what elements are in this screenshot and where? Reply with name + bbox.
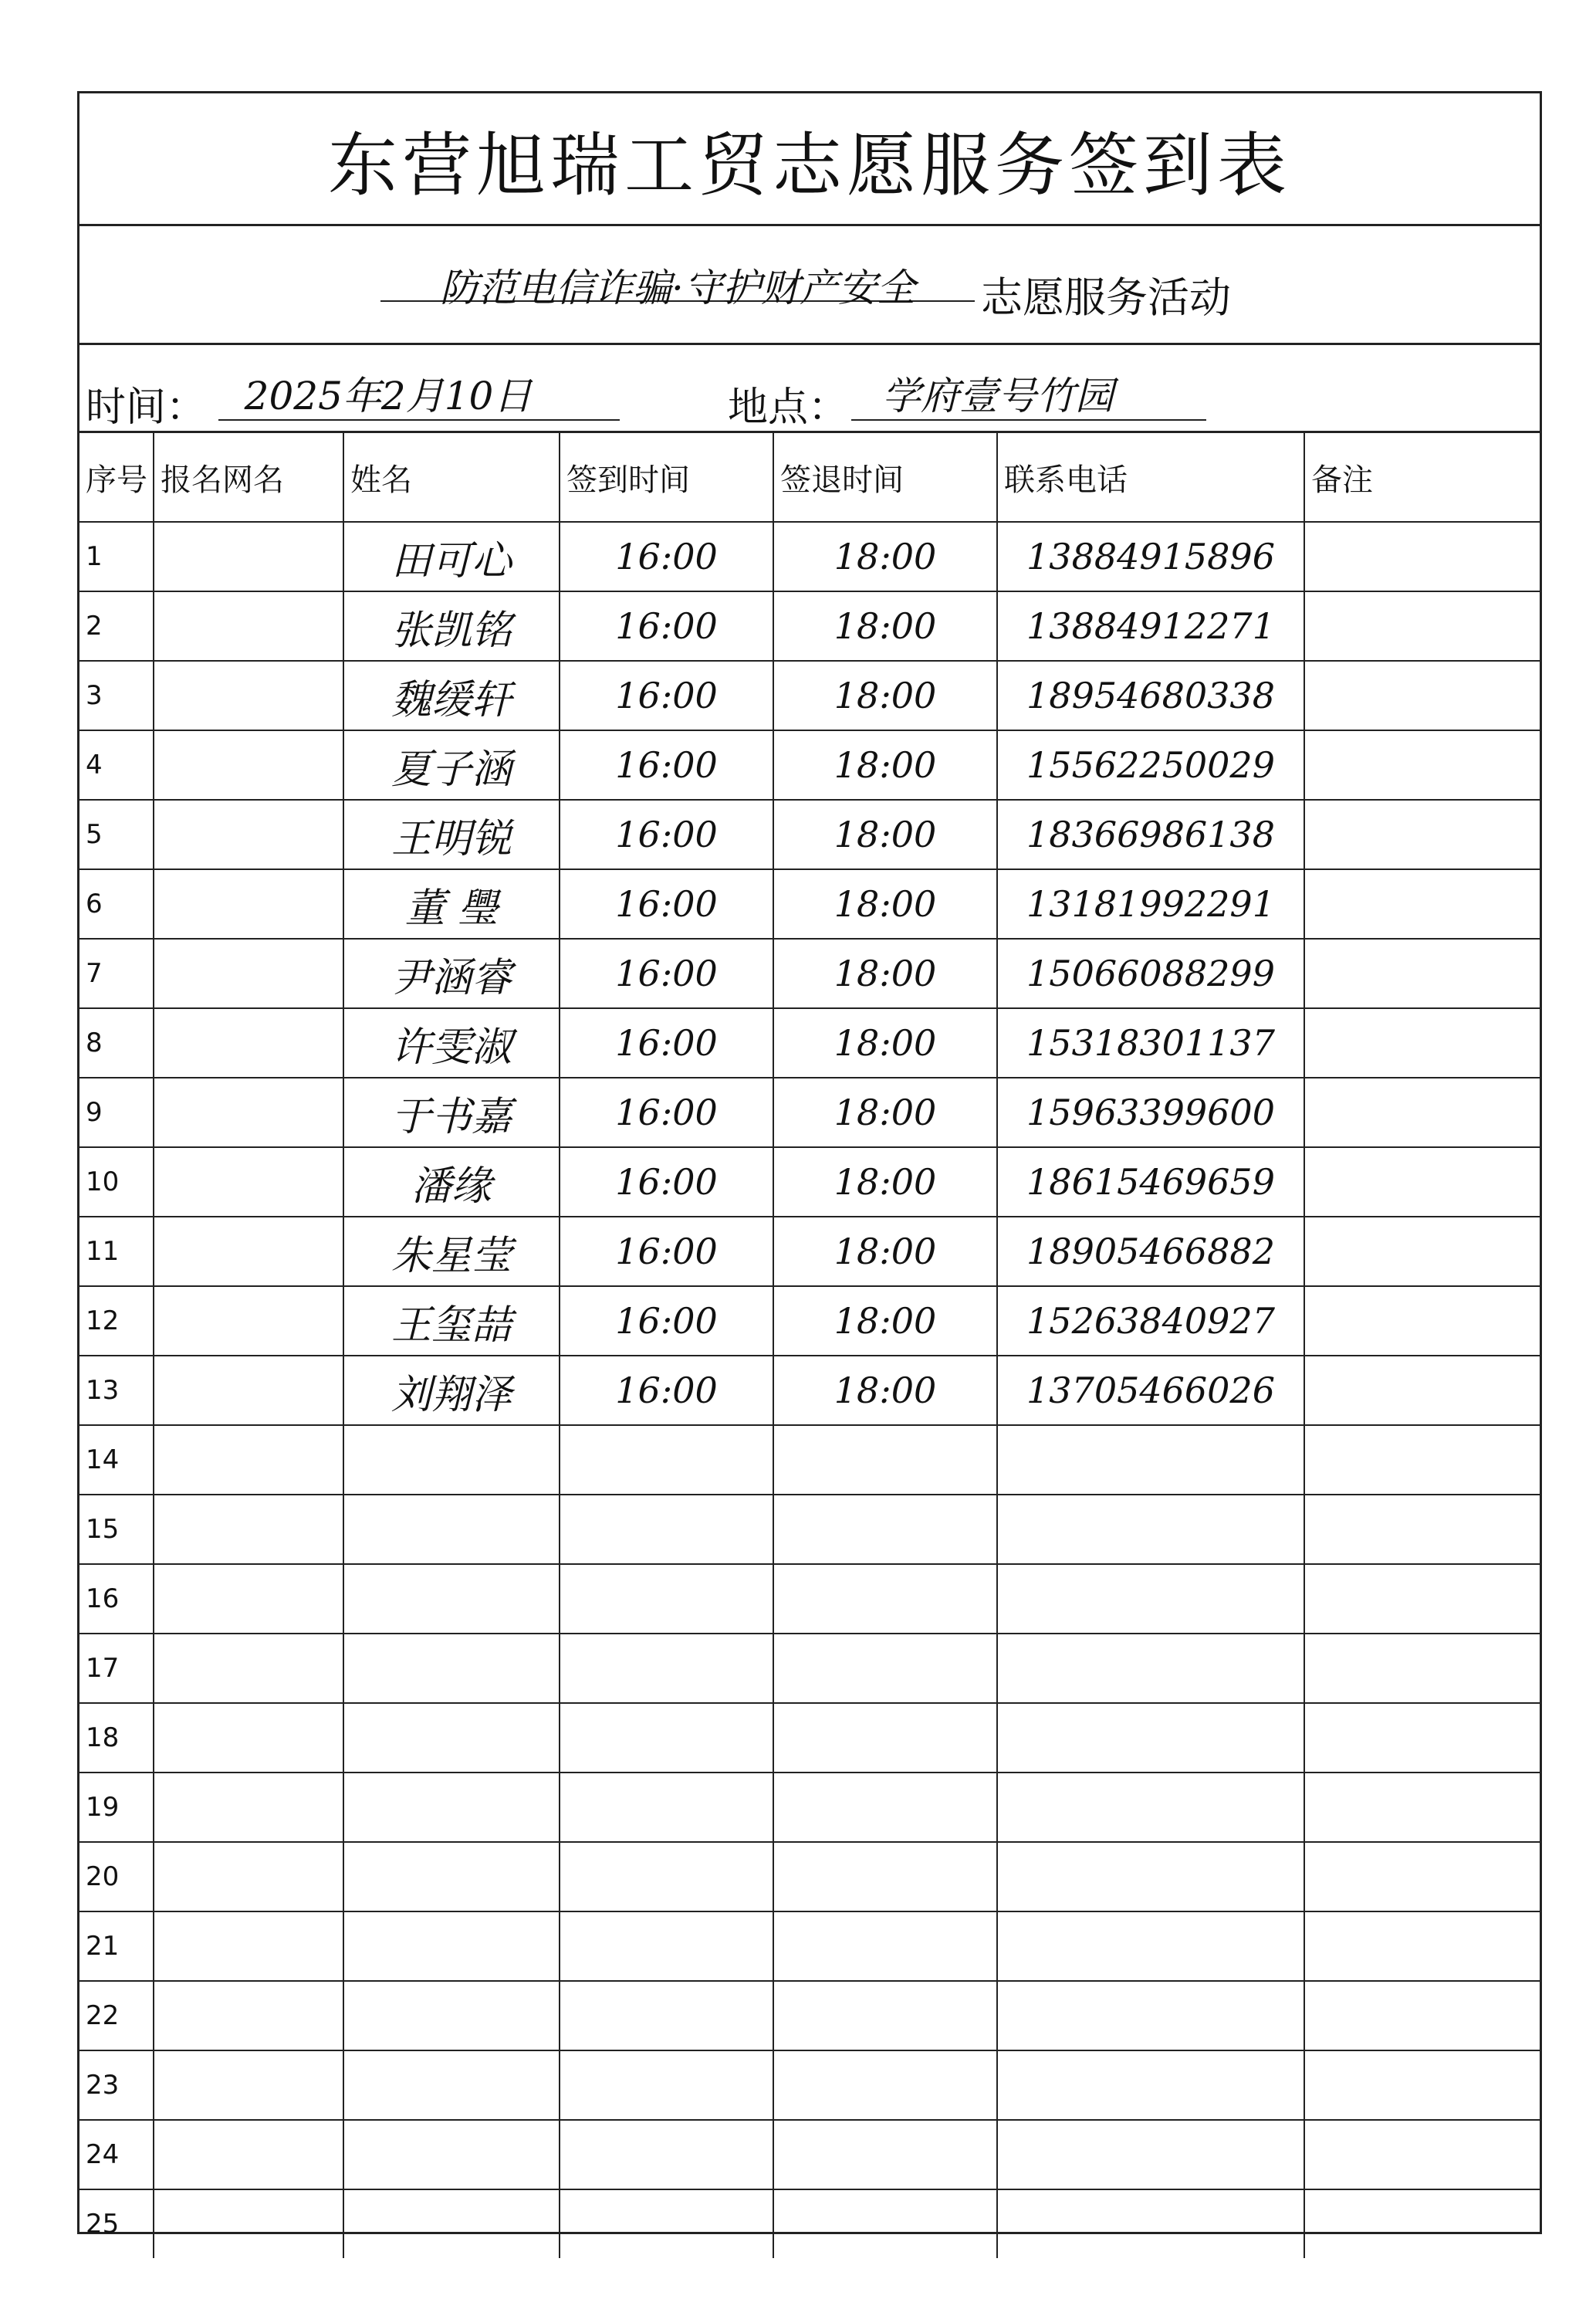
row-note bbox=[1304, 1634, 1540, 1703]
row-index: 20 bbox=[79, 1842, 154, 1911]
row-phone: 15562250029 bbox=[997, 730, 1304, 800]
row-sign-in-time: 16:00 bbox=[560, 1286, 773, 1356]
row-phone: 15263840927 bbox=[997, 1286, 1304, 1356]
header-note: 备注 bbox=[1304, 433, 1540, 522]
row-netname bbox=[154, 1217, 343, 1286]
row-note bbox=[1304, 522, 1540, 591]
table-row bbox=[79, 1634, 1540, 1703]
row-note bbox=[1304, 1425, 1540, 1495]
row-name: 王玺喆 bbox=[343, 1286, 560, 1356]
row-sign-in-time: 16:00 bbox=[560, 661, 773, 730]
row-sign-in-time bbox=[560, 1703, 773, 1773]
table-row bbox=[79, 1981, 1540, 2050]
row-index: 3 bbox=[79, 661, 154, 730]
place-value: 学府壹号竹园 bbox=[882, 374, 1114, 418]
row-netname bbox=[154, 800, 343, 869]
row-sign-out-time: 18:00 bbox=[773, 1078, 997, 1147]
row-index: 25 bbox=[79, 2189, 154, 2258]
row-name bbox=[343, 2050, 560, 2120]
row-name bbox=[343, 2189, 560, 2258]
row-sign-out-time bbox=[773, 1495, 997, 1564]
row-sign-out-time: 18:00 bbox=[773, 661, 997, 730]
row-sign-out-time: 18:00 bbox=[773, 1008, 997, 1078]
row-name bbox=[343, 1564, 560, 1634]
row-note bbox=[1304, 1911, 1540, 1981]
row-sign-in-time: 16:00 bbox=[560, 1008, 773, 1078]
row-note bbox=[1304, 1147, 1540, 1217]
row-sign-out-time bbox=[773, 1425, 997, 1495]
row-phone: 13181992291 bbox=[997, 869, 1304, 939]
row-phone: 13884912271 bbox=[997, 591, 1304, 661]
table-row bbox=[79, 2189, 1540, 2258]
row-index: 7 bbox=[79, 939, 154, 1008]
row-sign-in-time bbox=[560, 1842, 773, 1911]
row-index: 24 bbox=[79, 2120, 154, 2189]
row-name: 田可心 bbox=[343, 522, 560, 591]
row-netname bbox=[154, 1356, 343, 1425]
row-note bbox=[1304, 730, 1540, 800]
table-row bbox=[79, 1008, 1540, 1078]
table-row bbox=[79, 2120, 1540, 2189]
row-phone bbox=[997, 1495, 1304, 1564]
row-sign-in-time: 16:00 bbox=[560, 1147, 773, 1217]
row-sign-in-time bbox=[560, 2050, 773, 2120]
title-row bbox=[79, 93, 1540, 226]
row-sign-in-time bbox=[560, 2120, 773, 2189]
row-sign-in-time bbox=[560, 1425, 773, 1495]
row-sign-out-time bbox=[773, 1842, 997, 1911]
row-netname bbox=[154, 869, 343, 939]
row-netname bbox=[154, 1286, 343, 1356]
table-row bbox=[79, 1217, 1540, 1286]
row-phone bbox=[997, 1634, 1304, 1703]
row-index: 4 bbox=[79, 730, 154, 800]
row-index: 2 bbox=[79, 591, 154, 661]
row-index: 17 bbox=[79, 1634, 154, 1703]
row-name: 于书嘉 bbox=[343, 1078, 560, 1147]
row-netname bbox=[154, 522, 343, 591]
table-row bbox=[79, 1286, 1540, 1356]
row-name bbox=[343, 1634, 560, 1703]
row-sign-out-time bbox=[773, 2120, 997, 2189]
row-sign-in-time: 16:00 bbox=[560, 730, 773, 800]
row-index: 18 bbox=[79, 1703, 154, 1773]
row-phone: 15066088299 bbox=[997, 939, 1304, 1008]
row-phone: 13705466026 bbox=[997, 1356, 1304, 1425]
row-phone: 18615469659 bbox=[997, 1147, 1304, 1217]
table-row bbox=[79, 591, 1540, 661]
row-sign-in-time bbox=[560, 1981, 773, 2050]
row-netname bbox=[154, 1425, 343, 1495]
row-index: 23 bbox=[79, 2050, 154, 2120]
row-note bbox=[1304, 1981, 1540, 2050]
row-sign-in-time bbox=[560, 1634, 773, 1703]
row-note bbox=[1304, 1078, 1540, 1147]
row-sign-out-time bbox=[773, 1634, 997, 1703]
row-netname bbox=[154, 1842, 343, 1911]
row-name: 许雯淑 bbox=[343, 1008, 560, 1078]
row-name: 刘翔泽 bbox=[343, 1356, 560, 1425]
activity-suffix: 志愿服务活动 bbox=[981, 273, 1231, 322]
table-row bbox=[79, 1703, 1540, 1773]
row-note bbox=[1304, 800, 1540, 869]
row-name bbox=[343, 1773, 560, 1842]
row-netname bbox=[154, 1147, 343, 1217]
row-netname bbox=[154, 730, 343, 800]
row-netname bbox=[154, 2120, 343, 2189]
row-phone bbox=[997, 2189, 1304, 2258]
row-name bbox=[343, 1842, 560, 1911]
row-note bbox=[1304, 661, 1540, 730]
place-label: 地点： bbox=[728, 384, 849, 431]
row-sign-in-time: 16:00 bbox=[560, 939, 773, 1008]
row-sign-out-time bbox=[773, 1911, 997, 1981]
table-row bbox=[79, 1425, 1540, 1495]
row-index: 14 bbox=[79, 1425, 154, 1495]
row-sign-out-time bbox=[773, 1703, 997, 1773]
row-note bbox=[1304, 939, 1540, 1008]
row-phone bbox=[997, 1564, 1304, 1634]
row-sign-in-time: 16:00 bbox=[560, 800, 773, 869]
row-note bbox=[1304, 869, 1540, 939]
row-note bbox=[1304, 2050, 1540, 2120]
table-body bbox=[79, 522, 1540, 2258]
row-netname bbox=[154, 591, 343, 661]
row-phone bbox=[997, 1911, 1304, 1981]
row-index: 13 bbox=[79, 1356, 154, 1425]
table-row bbox=[79, 1842, 1540, 1911]
time-label: 时间： bbox=[86, 384, 207, 431]
table-row bbox=[79, 1356, 1540, 1425]
row-index: 6 bbox=[79, 869, 154, 939]
row-phone bbox=[997, 1773, 1304, 1842]
row-phone bbox=[997, 2120, 1304, 2189]
row-note bbox=[1304, 1495, 1540, 1564]
sign-in-sheet bbox=[77, 91, 1542, 2240]
row-name bbox=[343, 2120, 560, 2189]
row-name: 尹涵睿 bbox=[343, 939, 560, 1008]
row-netname bbox=[154, 1078, 343, 1147]
row-note bbox=[1304, 591, 1540, 661]
activity-handwritten: 防范电信诈骗·守护财产安全 bbox=[440, 266, 915, 310]
row-note bbox=[1304, 1842, 1540, 1911]
row-sign-out-time: 18:00 bbox=[773, 1147, 997, 1217]
row-phone bbox=[997, 1981, 1304, 2050]
sheet-title: 东营旭瑞工贸志愿服务签到表 bbox=[328, 124, 1291, 206]
row-phone bbox=[997, 1842, 1304, 1911]
meta-row bbox=[79, 345, 1540, 433]
row-name bbox=[343, 1495, 560, 1564]
table-row bbox=[79, 939, 1540, 1008]
row-phone: 15963399600 bbox=[997, 1078, 1304, 1147]
row-index: 19 bbox=[79, 1773, 154, 1842]
row-index: 16 bbox=[79, 1564, 154, 1634]
row-netname bbox=[154, 1495, 343, 1564]
row-name: 潘缘 bbox=[343, 1147, 560, 1217]
row-phone: 18366986138 bbox=[997, 800, 1304, 869]
table-row bbox=[79, 1773, 1540, 1842]
row-netname bbox=[154, 1911, 343, 1981]
row-sign-in-time bbox=[560, 2189, 773, 2258]
row-netname bbox=[154, 2189, 343, 2258]
row-phone bbox=[997, 2050, 1304, 2120]
row-index: 1 bbox=[79, 522, 154, 591]
table-row bbox=[79, 730, 1540, 800]
activity-row bbox=[79, 226, 1540, 345]
header-index: 序号 bbox=[79, 433, 154, 522]
table-row bbox=[79, 800, 1540, 869]
row-sign-out-time: 18:00 bbox=[773, 730, 997, 800]
row-note bbox=[1304, 1217, 1540, 1286]
header-netname: 报名网名 bbox=[154, 433, 343, 522]
row-note bbox=[1304, 1703, 1540, 1773]
row-sign-in-time: 16:00 bbox=[560, 1217, 773, 1286]
table-row bbox=[79, 1147, 1540, 1217]
row-name bbox=[343, 1911, 560, 1981]
row-note bbox=[1304, 1564, 1540, 1634]
row-sign-in-time: 16:00 bbox=[560, 591, 773, 661]
row-sign-out-time: 18:00 bbox=[773, 591, 997, 661]
table-row bbox=[79, 661, 1540, 730]
row-sign-out-time: 18:00 bbox=[773, 1217, 997, 1286]
header-sign-in-time: 签到时间 bbox=[560, 433, 773, 522]
row-sign-in-time: 16:00 bbox=[560, 869, 773, 939]
row-name bbox=[343, 1425, 560, 1495]
row-name bbox=[343, 1981, 560, 2050]
row-sign-in-time bbox=[560, 1911, 773, 1981]
row-sign-out-time: 18:00 bbox=[773, 522, 997, 591]
row-sign-out-time bbox=[773, 2189, 997, 2258]
row-sign-out-time bbox=[773, 1564, 997, 1634]
row-index: 12 bbox=[79, 1286, 154, 1356]
row-sign-out-time: 18:00 bbox=[773, 869, 997, 939]
row-netname bbox=[154, 1008, 343, 1078]
sign-in-table bbox=[79, 433, 1540, 2258]
row-name: 董 璺 bbox=[343, 869, 560, 939]
row-netname bbox=[154, 1564, 343, 1634]
row-sign-out-time: 18:00 bbox=[773, 800, 997, 869]
row-index: 9 bbox=[79, 1078, 154, 1147]
row-phone: 18954680338 bbox=[997, 661, 1304, 730]
row-index: 15 bbox=[79, 1495, 154, 1564]
row-index: 5 bbox=[79, 800, 154, 869]
row-phone bbox=[997, 1703, 1304, 1773]
row-netname bbox=[154, 1981, 343, 2050]
row-phone: 13884915896 bbox=[997, 522, 1304, 591]
table-row bbox=[79, 1078, 1540, 1147]
row-note bbox=[1304, 1773, 1540, 1842]
row-note bbox=[1304, 1008, 1540, 1078]
table-row bbox=[79, 2050, 1540, 2120]
table-row bbox=[79, 1495, 1540, 1564]
row-netname bbox=[154, 1773, 343, 1842]
row-netname bbox=[154, 1634, 343, 1703]
row-index: 11 bbox=[79, 1217, 154, 1286]
row-phone: 15318301137 bbox=[997, 1008, 1304, 1078]
row-name: 张凯铭 bbox=[343, 591, 560, 661]
row-note bbox=[1304, 1356, 1540, 1425]
table-row bbox=[79, 1564, 1540, 1634]
row-sign-out-time: 18:00 bbox=[773, 1286, 997, 1356]
row-note bbox=[1304, 2189, 1540, 2258]
time-value: 2025年2月10日 bbox=[244, 374, 533, 418]
row-sign-out-time bbox=[773, 1981, 997, 2050]
row-netname bbox=[154, 661, 343, 730]
row-name: 魏缓轩 bbox=[343, 661, 560, 730]
row-sign-in-time bbox=[560, 1495, 773, 1564]
row-index: 10 bbox=[79, 1147, 154, 1217]
row-sign-in-time: 16:00 bbox=[560, 1078, 773, 1147]
table-row bbox=[79, 869, 1540, 939]
row-name: 朱星莹 bbox=[343, 1217, 560, 1286]
row-sign-out-time: 18:00 bbox=[773, 939, 997, 1008]
row-note bbox=[1304, 2120, 1540, 2189]
table-header-row bbox=[79, 433, 1540, 522]
row-sign-in-time: 16:00 bbox=[560, 1356, 773, 1425]
table-row bbox=[79, 522, 1540, 591]
row-note bbox=[1304, 1286, 1540, 1356]
row-sign-in-time bbox=[560, 1564, 773, 1634]
row-index: 22 bbox=[79, 1981, 154, 2050]
row-phone bbox=[997, 1425, 1304, 1495]
row-netname bbox=[154, 1703, 343, 1773]
row-sign-in-time: 16:00 bbox=[560, 522, 773, 591]
row-name: 夏子涵 bbox=[343, 730, 560, 800]
row-netname bbox=[154, 2050, 343, 2120]
row-phone: 18905466882 bbox=[997, 1217, 1304, 1286]
row-name bbox=[343, 1703, 560, 1773]
header-phone: 联系电话 bbox=[997, 433, 1304, 522]
row-index: 21 bbox=[79, 1911, 154, 1981]
row-netname bbox=[154, 939, 343, 1008]
header-sign-out-time: 签退时间 bbox=[773, 433, 997, 522]
row-sign-out-time bbox=[773, 1773, 997, 1842]
table-row bbox=[79, 1911, 1540, 1981]
row-sign-in-time bbox=[560, 1773, 773, 1842]
header-name: 姓名 bbox=[343, 433, 560, 522]
row-index: 8 bbox=[79, 1008, 154, 1078]
row-name: 王明锐 bbox=[343, 800, 560, 869]
row-sign-out-time: 18:00 bbox=[773, 1356, 997, 1425]
row-sign-out-time bbox=[773, 2050, 997, 2120]
